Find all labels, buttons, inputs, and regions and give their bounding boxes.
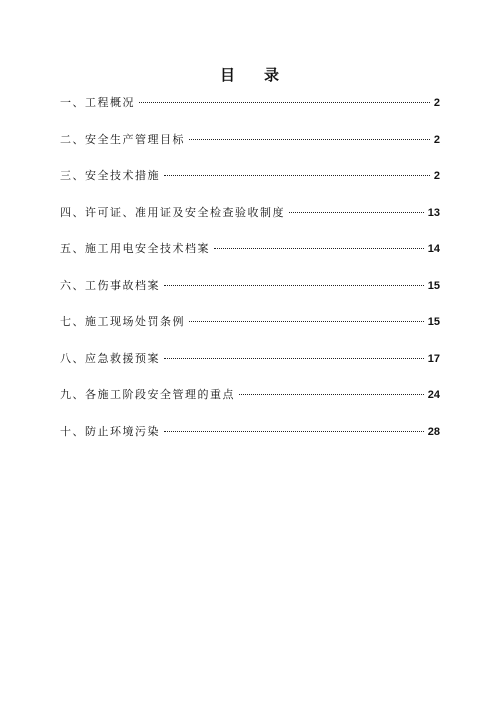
dot-leader: [164, 358, 424, 359]
toc-entry-label: 二、安全生产管理目标: [60, 132, 185, 146]
toc-entry-label: 六、工伤事故档案: [60, 278, 160, 292]
dot-leader: [189, 321, 424, 322]
toc-entry-page: 15: [427, 279, 440, 292]
toc-entry-label: 八、应急救援预案: [60, 351, 160, 365]
toc-entry-page: 2: [433, 133, 440, 146]
toc-entry-9[interactable]: [60, 388, 440, 425]
toc-title: [0, 64, 500, 85]
toc-entry-label: 十、防止环境污染: [60, 424, 160, 438]
toc-entry-label: 九、各施工阶段安全管理的重点: [60, 388, 235, 401]
toc-title-char-2: 录: [264, 66, 281, 84]
toc-entry-4[interactable]: [60, 206, 440, 243]
toc-entry-7[interactable]: [60, 315, 440, 352]
dot-leader: [289, 212, 424, 213]
toc-list: [60, 96, 440, 461]
dot-leader: [239, 394, 424, 395]
toc-entry-label: 五、施工用电安全技术档案: [60, 242, 210, 255]
toc-entry-page: 28: [427, 425, 440, 438]
toc-entry-page: 15: [427, 316, 440, 328]
dot-leader: [164, 431, 424, 432]
dot-leader: [164, 285, 424, 286]
toc-title-char-1: 目: [219, 66, 236, 84]
dot-leader: [214, 248, 424, 249]
toc-entry-1[interactable]: [60, 96, 440, 133]
dot-leader: [189, 139, 430, 140]
dot-leader: [164, 175, 430, 176]
toc-entry-label: 三、安全技术措施: [60, 169, 160, 182]
toc-entry-label: 四、许可证、准用证及安全检查验收制度: [60, 205, 285, 219]
toc-entry-page: 2: [433, 170, 440, 182]
toc-entry-3[interactable]: [60, 169, 440, 206]
toc-entry-page: 24: [427, 389, 440, 401]
toc-entry-10[interactable]: [60, 425, 440, 462]
toc-entry-5[interactable]: [60, 242, 440, 279]
toc-entry-page: 13: [427, 206, 440, 219]
toc-entry-label: 一、工程概况: [60, 96, 135, 109]
toc-entry-page: 14: [427, 243, 440, 255]
toc-entry-8[interactable]: [60, 352, 440, 389]
toc-entry-label: 七、施工现场处罚条例: [60, 315, 185, 328]
toc-entry-page: 17: [427, 352, 440, 365]
toc-entry-6[interactable]: [60, 279, 440, 316]
toc-entry-page: 2: [433, 97, 440, 109]
dot-leader: [139, 102, 430, 103]
toc-entry-2[interactable]: [60, 133, 440, 170]
